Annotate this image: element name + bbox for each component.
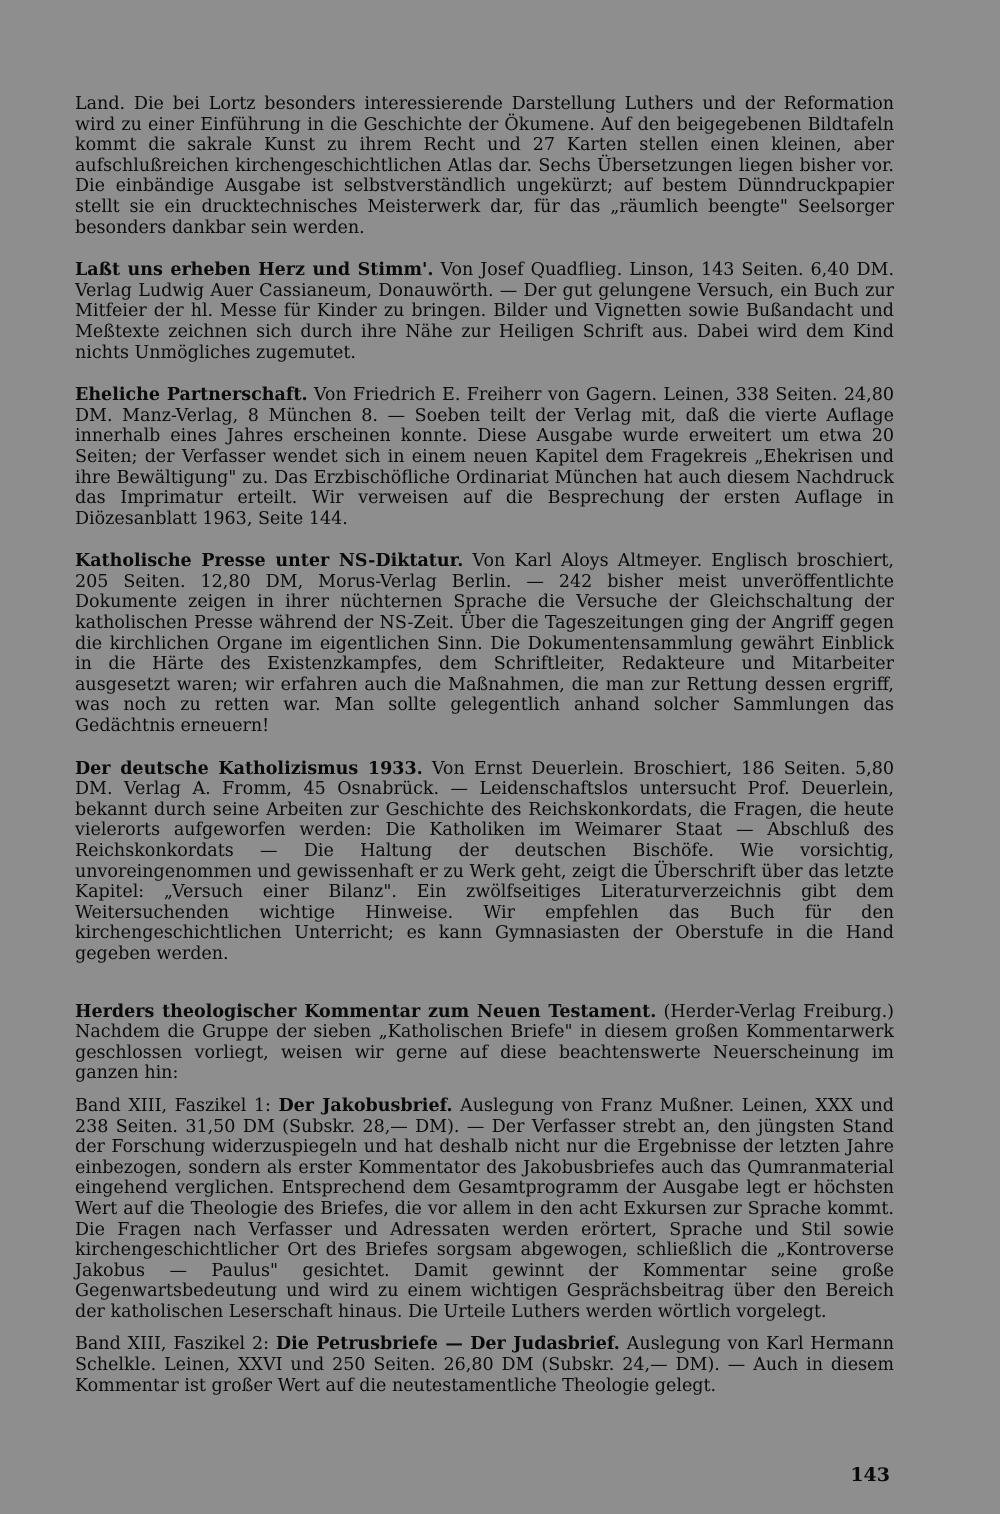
page-body [75, 94, 894, 1396]
review-text: Von Ernst Deuerlein. Broschiert, 186 Seiten. 5,80 DM. Verlag A. Fromm, 45 Osnabrück. — Leidenschaftslos untersucht Prof. Deuerlein, bekannt durch seine Arbeiten zur Geschichte des Reichskonkordats, die Fragen, die heute vielerorts aufgeworfen werden: Die Katholiken im Weimarer Staat — Abschluß des Reichskonkordats — Die Haltung der deutschen Bischöfe. Wie vorsichtig, unvoreingenommen und gewissenhaft er zu Werk geht, zeigt die Überschrift über das letzte Kapitel: „Versuch einer Bilanz". Ein zwölfseitiges Literaturverzeichnis gibt dem Weitersuchenden wichtige Hinweise. Wir empfehlen das Buch für den kirchengeschichtlichen Unterricht; es kann Gymnasiasten der Oberstufe in die Hand gegeben werden. [75, 758, 894, 964]
review-title: Der deutsche Katholizismus 1933. [75, 758, 423, 779]
page-number: 143 [850, 1464, 890, 1486]
review-title: Die Petrusbriefe — Der Judasbrief. [275, 1334, 620, 1355]
review-quadflieg [75, 260, 894, 363]
volume-lead: Band XIII, Faszikel 2: [75, 1334, 276, 1355]
review-altmeyer [75, 551, 894, 736]
review-jakobusbrief [75, 1096, 894, 1323]
paragraph-1-text: Land. Die bei Lortz besonders interessierende Darstellung Luthers und der Reformation wird zu einer Einführung in die Geschichte der Ökumene. Auf den beigegebenen Bildtafeln kommt die sakrale Kunst zu ihrem Recht und 27 Karten stellen einen kleinen, aber aufschlußreichen kirchengeschichtlichen Atlas dar. Sechs Übersetzungen liegen bisher vor. Die einbändige Ausgabe ist selbstverständlich ungekürzt; auf bestem Dünndruckpapier stellt sie ein drucktechnisches Meisterwerk dar, für das „räumlich beengte" Seelsorger besonders dankbar sein werden. [75, 94, 894, 238]
review-title: Katholische Presse unter NS-Diktatur. [75, 551, 464, 572]
review-deuerlein [75, 759, 894, 965]
review-text: (Herder-Verlag Freiburg.) Nachdem die Gruppe der sieben „Katholischen Briefe" in diesem großen Kommentarwerk geschlossen vorliegt, weisen wir gerne auf diese beachtenswerte Neuerscheinung im ganzen hin: [75, 1001, 894, 1084]
review-title: Der Jakobusbrief. [278, 1095, 453, 1116]
volume-lead: Band XIII, Faszikel 1: [75, 1095, 279, 1116]
review-petrusbriefe [75, 1334, 894, 1396]
review-herders-kommentar [75, 1002, 894, 1084]
review-text: Auslegung von Franz Mußner. Leinen, XXX und 238 Seiten. 31,50 DM (Subskr. 28,— DM). — Der Verfasser strebt an, den jüngsten Stand der Forschung widerzuspiegeln und hat deshalb nicht nur die Ergebnisse der letzten Jahre einbezogen, sondern als erster Kommentator des Jakobusbriefes auch das Qumranmaterial eingehend verglichen. Entsprechend dem Gesamtprogramm der Ausgabe legt er höchsten Wert auf die Theologie des Briefes, die vor allem in den acht Exkursen zur Sprache kommt. Die Fragen nach Verfasser und Adressaten werden erörtert, Sprache und Stil sowie kirchengeschichtlicher Ort des Briefes sorgsam abgewogen, schließlich die „Kontroverse Jakobus — Paulus" gesichtet. Damit gewinnt der Kommentar seine große Gegenwartsbedeutung und wird zu einem wichtigen Gesprächsbeitrag über den Bereich der katholischen Leserschaft hinaus. Die Urteile Luthers werden wörtlich vorgelegt. [75, 1095, 894, 1322]
review-text: Von Friedrich E. Freiherr von Gagern. Leinen, 338 Seiten. 24,80 DM. Manz-Verlag, 8 München 8. — Soeben teilt der Verlag mit, daß die vierte Auflage innerhalb eines Jahres erscheinen konnte. Diese Ausgabe wurde erweitert um etwa 20 Seiten; der Verfasser wendet sich in einem neuen Kapitel dem Fragekreis „Ehekrisen und ihre Bewältigung" zu. Das Erzbischöfliche Ordinariat München hat auch diesem Nachdruck das Imprimatur erteilt. Wir verweisen auf die Besprechung der ersten Auflage in Diözesanblatt 1963, Seite 144. [75, 385, 895, 529]
review-text: Auslegung von Karl Hermann Schelkle. Leinen, XXVI und 250 Seiten. 26,80 DM (Subskr. 24,— DM). — Auch in diesem Kommentar ist großer Wert auf die neutestamentliche Theologie gelegt. [75, 1334, 894, 1396]
paragraph-1 [75, 94, 894, 238]
review-gagern [75, 385, 894, 529]
review-text: Von Josef Quadflieg. Linson, 143 Seiten. 6,40 DM. Verlag Ludwig Auer Cassianeum, Donauwörth. — Der gut gelungene Versuch, ein Buch zur Mitfeier der hl. Messe für Kinder zu bringen. Bilder und Vignetten sowie Bußandacht und Meßtexte zeichnen sich durch ihre Nähe zur Heiligen Schrift aus. Dabei wird dem Kind nichts Unmögliches zugemutet. [75, 260, 895, 363]
review-title: Eheliche Partnerschaft. [75, 385, 308, 406]
review-title: Laßt uns erheben Herz und Stimm'. [75, 260, 434, 281]
review-title: Herders theologischer Kommentar zum Neuen Testament. [75, 1001, 657, 1022]
review-text: Von Karl Aloys Altmeyer. Englisch broschiert, 205 Seiten. 12,80 DM, Morus-Verlag Berlin. — 242 bisher meist unveröffentlichte Dokumente zeigen in ihrer nüchternen Sprache die Versuche der Gleichschaltung der katholischen Presse während der NS-Zeit. Über die Tageszeitungen ging der Angriff gegen die kirchlichen Organe im eigentlichen Sinn. Die Dokumentensammlung gewährt Einblick in die Härte des Existenzkampfes, dem Schriftleiter, Redakteure und Mitarbeiter ausgesetzt waren; wir erfahren auch die Maßnahmen, die man zur Rettung dessen ergriff, was noch zu retten war. Man sollte gelegentlich anhand solcher Sammlungen das Gedächtnis erneuern! [75, 551, 894, 737]
